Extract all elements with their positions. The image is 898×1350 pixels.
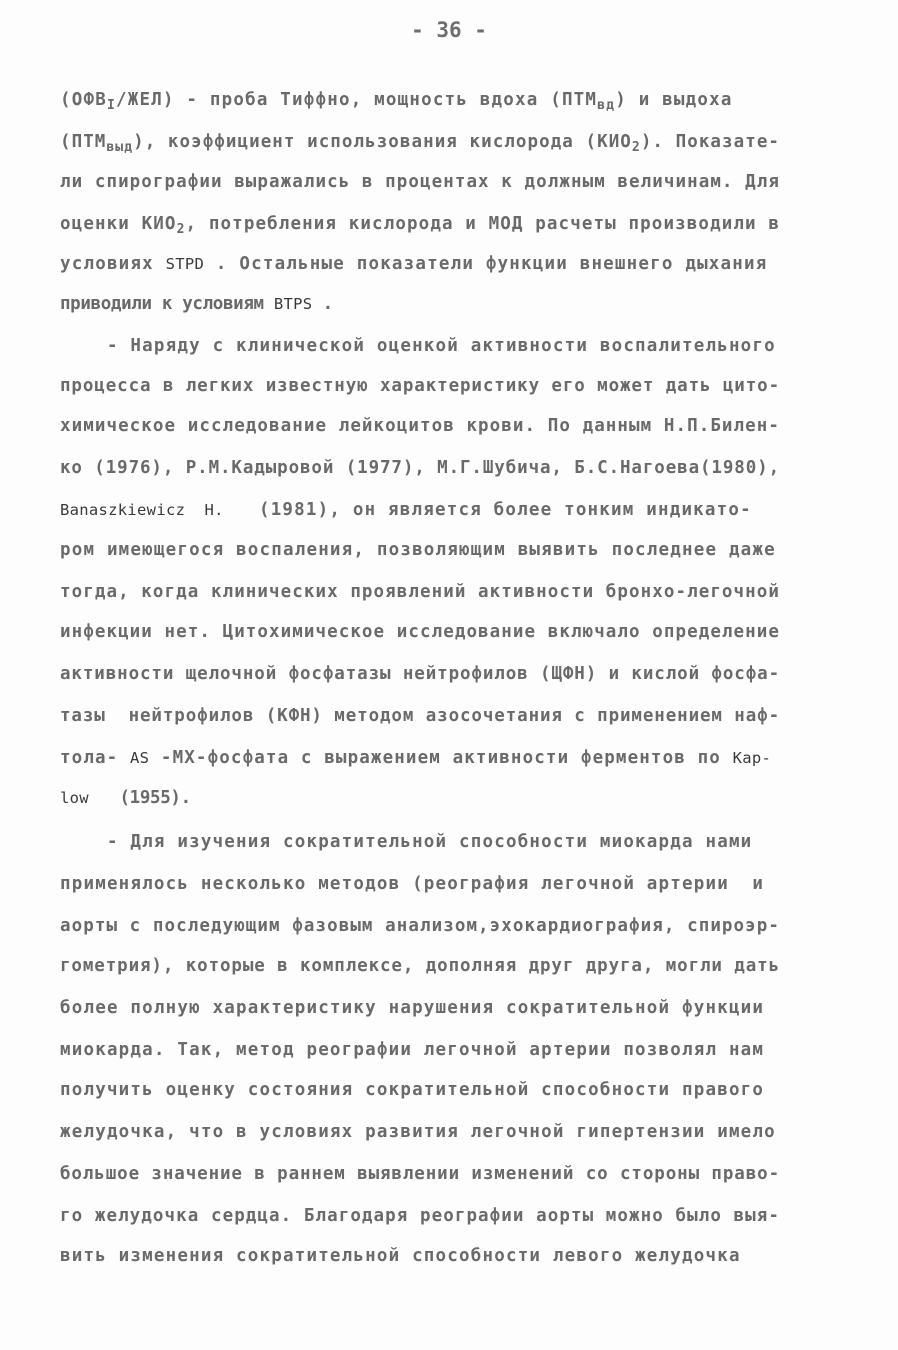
text-line bbox=[60, 414, 780, 438]
text-segment: -МХ-фосфата с выражением активности ферментов по bbox=[149, 748, 733, 768]
text-line bbox=[60, 662, 780, 686]
text-segment: (1955). bbox=[88, 788, 191, 808]
text-line bbox=[60, 996, 764, 1020]
text-segment: получить оценку состояния сократительной способности правого bbox=[60, 1080, 765, 1100]
text-line bbox=[60, 130, 780, 154]
text-segment: гометрия), которые в комплексе, дополняя друг друга, могли дать bbox=[60, 956, 780, 976]
text-line bbox=[60, 580, 780, 604]
text-segment: ) и выдоха bbox=[615, 90, 733, 110]
text-line bbox=[60, 538, 776, 562]
subscript: 2 bbox=[631, 140, 641, 155]
text-line bbox=[60, 1162, 780, 1186]
subscript: I bbox=[106, 98, 116, 113]
text-segment: аорты с последующим фазовым анализом,эхокардиография, спироэр- bbox=[60, 916, 780, 936]
text-segment: миокарда. Так, метод реографии легочной артерии позволял нам bbox=[60, 1040, 765, 1060]
text-segment: STPD bbox=[165, 255, 205, 273]
text-line bbox=[60, 212, 780, 236]
text-segment: (ПТМ bbox=[60, 132, 107, 152]
text-segment: AS bbox=[130, 749, 150, 767]
text-line bbox=[60, 334, 776, 358]
text-segment: оценки КИО bbox=[60, 214, 177, 234]
text-segment: активности щелочной фосфатазы нейтрофилов (ЩФН) и кислой фосфа- bbox=[60, 664, 780, 684]
text-segment: , потребления кислорода и МОД расчеты производили в bbox=[185, 214, 781, 234]
text-segment: инфекции нет. Цитохимическое исследование включало определение bbox=[60, 622, 780, 642]
text-line bbox=[60, 88, 733, 112]
text-segment: - Наряду с клинической оценкой активности воспалительного bbox=[60, 336, 776, 356]
text-line bbox=[60, 1078, 764, 1102]
subscript: вд bbox=[597, 98, 616, 113]
text-segment: химическое исследование лейкоцитов крови. По данным Н.П.Билен- bbox=[60, 416, 780, 436]
text-segment: тола- bbox=[60, 748, 130, 768]
text-segment: ). Показате- bbox=[640, 132, 781, 152]
text-segment: - Для изучения сократительной способности миокарда нами bbox=[60, 832, 753, 852]
subscript: 2 bbox=[176, 222, 186, 237]
text-segment: ли спирографии выражались в процентах к должным величинам. Для bbox=[60, 172, 780, 192]
text-segment: тогда, когда клинических проявлений активности бронхо-легочной bbox=[60, 582, 780, 602]
text-segment: ), коэффициент использования кислорода (КИО bbox=[133, 132, 632, 152]
subscript: выд bbox=[106, 140, 134, 155]
text-line bbox=[60, 704, 780, 728]
text-line bbox=[60, 1120, 776, 1144]
text-segment: Kap- bbox=[732, 749, 772, 767]
text-segment: low bbox=[60, 789, 89, 807]
text-line bbox=[60, 374, 780, 398]
text-segment: процесса в легких известную характеристику его может дать цито- bbox=[60, 376, 780, 396]
text-line bbox=[60, 954, 780, 978]
text-segment: ко (1976), Р.М.Кадыровой (1977), М.Г.Шубича, Б.С.Нагоева(1980), bbox=[60, 458, 780, 478]
text-segment: (ОФВ bbox=[60, 90, 107, 110]
text-segment: . Остальные показатели функции внешнего дыхания bbox=[204, 254, 768, 274]
text-segment: вить изменения сократительной способности левого желудочка bbox=[60, 1246, 741, 1266]
text-segment: желудочка, что в условиях развития легочной гипертензии имело bbox=[60, 1122, 776, 1142]
text-line bbox=[60, 1244, 741, 1268]
text-segment: /ЖЕЛ) - проба Тиффно, мощность вдоха (ПТМ bbox=[115, 90, 598, 110]
text-line bbox=[60, 1038, 764, 1062]
text-line bbox=[60, 786, 191, 810]
text-segment: более полную характеристику нарушения сократительной функции bbox=[60, 998, 765, 1018]
text-line bbox=[60, 872, 764, 896]
text-segment: го желудочка сердца. Благодаря реографии аорты можно было выя- bbox=[60, 1206, 780, 1226]
text-segment: тазы нейтрофилов (КФН) методом азосочетания с применением наф- bbox=[60, 706, 780, 726]
text-segment: приводили к условиям bbox=[60, 294, 274, 314]
text-segment: ром имеющегося воспаления, позволяющим выявить последнее даже bbox=[60, 540, 776, 560]
text-segment: условиях bbox=[60, 254, 166, 274]
text-line bbox=[60, 170, 780, 194]
text-line bbox=[60, 620, 780, 644]
text-segment: BTPS bbox=[273, 295, 313, 313]
text-segment: применялось несколько методов (реография легочной артерии и bbox=[60, 874, 765, 894]
text-line bbox=[60, 292, 333, 316]
text-segment: большое значение в раннем выявлении изменений со стороны право- bbox=[60, 1164, 780, 1184]
text-line bbox=[60, 252, 767, 276]
text-line bbox=[60, 456, 780, 480]
text-line bbox=[60, 1204, 780, 1228]
text-segment: Banaszkiewicz H. bbox=[60, 501, 224, 519]
text-line bbox=[60, 914, 780, 938]
page-number: - 36 - bbox=[411, 18, 487, 42]
text-line bbox=[60, 830, 752, 854]
text-line bbox=[60, 498, 752, 522]
text-segment: . bbox=[312, 294, 333, 314]
text-line bbox=[60, 746, 771, 770]
text-segment: (1981), он является более тонким индикато- bbox=[223, 500, 752, 520]
